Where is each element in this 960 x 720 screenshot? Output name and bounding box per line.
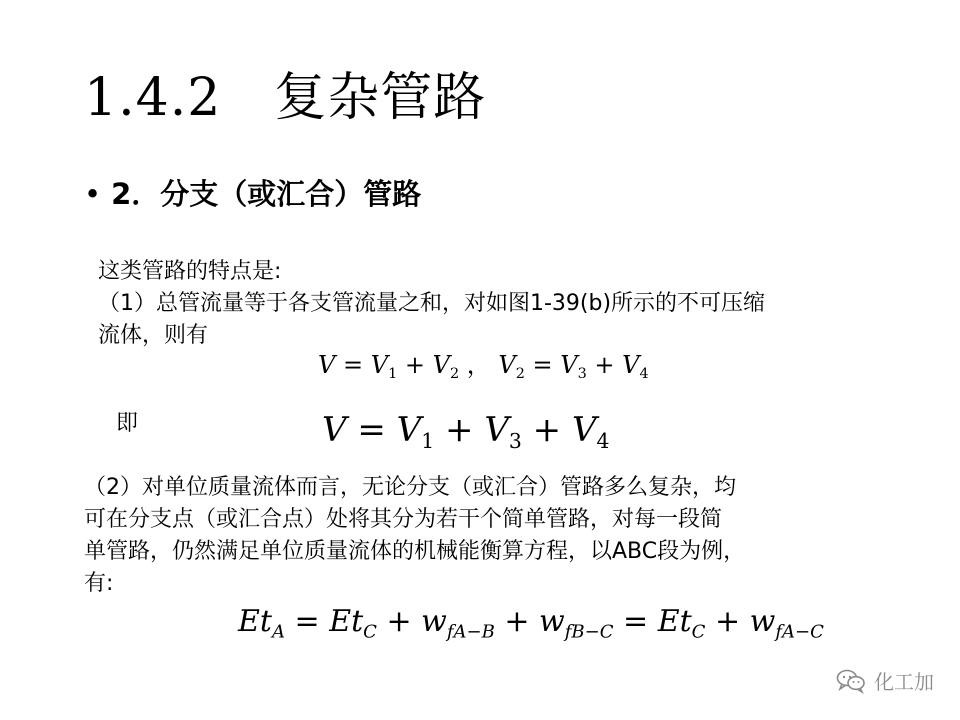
watermark [836,666,934,695]
wechat-icon [836,668,866,694]
bullet-dot-icon: • [84,177,102,211]
para1-line2: 流体，则有 [98,323,209,348]
bullet-text: 2．分支（或汇合）管路 [111,177,422,211]
bullet-heading [84,170,421,218]
slide-title: 1.4.2 复杂管路 [84,68,487,128]
equation-flow-1: $V = V_1 + V_2$ ， $V_2 = V_3 + V_4$ [318,351,649,383]
ji-text: 即 [116,411,139,436]
equation-flow-2: $V = V_1 + V_3 + V_4$ [322,410,610,454]
watermark-text: 化工加 [874,670,934,694]
para2-line2: 可在分支点（或汇合点）处将其分为若干个简单管路，对每一段简 [84,507,723,532]
equation-energy: $Et_A = Et_C + w_{fA-B} + w_{fB-C} = Et_C + w_{fA-C}$ [238,604,824,643]
para1-line1: （1）总管流量等于各支管流量之和，对如图1-39(b)所示的不可压缩 [98,291,766,316]
para2-line3: 单管路，仍然满足单位质量流体的机械能衡算方程，以ABC段为例， [84,539,746,564]
intro-text: 这类管路的特点是: [98,259,282,284]
para2-line1: （2）对单位质量流体而言，无论分支（或汇合）管路多么复杂，均 [84,475,736,500]
para2-line4: 有: [84,571,114,596]
